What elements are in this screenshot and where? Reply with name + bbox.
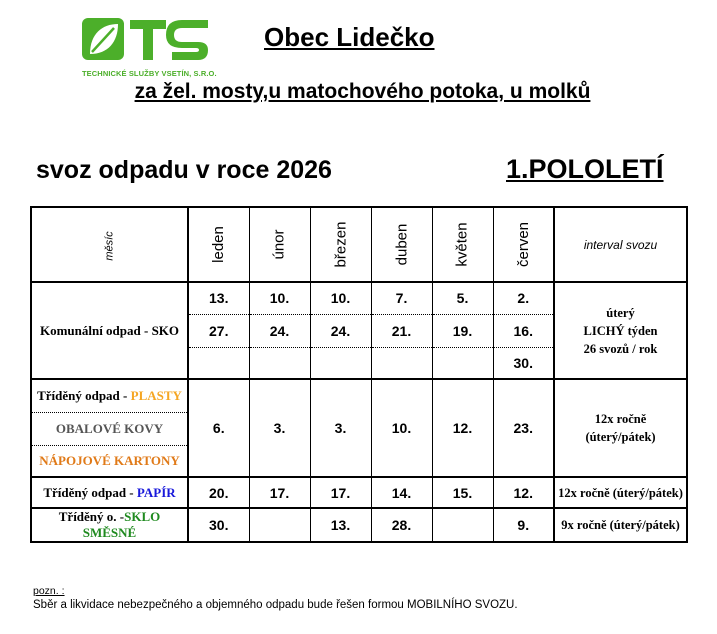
month-label: leden xyxy=(210,225,228,263)
month-header-cerven xyxy=(493,207,554,282)
plasty-label-colored: PLASTY xyxy=(130,387,182,403)
plasty-interval xyxy=(554,379,687,477)
sko-value: 10. xyxy=(310,282,371,314)
logo-graphic xyxy=(82,16,212,70)
sko-interval xyxy=(554,282,687,379)
sklo-value: 30. xyxy=(188,508,249,542)
sko-value: 24. xyxy=(249,314,310,347)
month-header-leden xyxy=(188,207,249,282)
plasty-value: 3. xyxy=(310,379,371,477)
table-header-row xyxy=(31,207,687,282)
papir-interval: 12x ročně (úterý/pátek) xyxy=(558,485,683,500)
sko-value: 19. xyxy=(432,314,493,347)
sko-interval-line: úterý xyxy=(606,305,635,320)
papir-value: 15. xyxy=(432,477,493,508)
month-header-duben xyxy=(371,207,432,282)
papir-value: 20. xyxy=(188,477,249,508)
sko-value: 5. xyxy=(432,282,493,314)
plasty-value: 23. xyxy=(493,379,554,477)
papir-label-prefix: Tříděný odpad - xyxy=(43,484,137,500)
plasty-value: 10. xyxy=(371,379,432,477)
sko-value: 16. xyxy=(493,314,554,347)
plasty-value: 12. xyxy=(432,379,493,477)
month-label: březen xyxy=(332,221,349,267)
sko-interval-line: LICHÝ týden xyxy=(583,323,658,338)
month-header-cell xyxy=(31,207,188,282)
sklo-label xyxy=(31,508,188,542)
sko-value: 10. xyxy=(249,282,310,314)
month-label: červen xyxy=(514,221,532,267)
papir-value: 17. xyxy=(310,477,371,508)
page-title: Obec Lidečko xyxy=(264,22,435,52)
month-header-unor xyxy=(249,207,310,282)
sko-value xyxy=(371,347,432,379)
plasty-value: 6. xyxy=(188,379,249,477)
sko-value xyxy=(188,347,249,379)
plasty-label xyxy=(31,379,188,412)
month-label: únor xyxy=(271,228,288,260)
month-column-label: měsíc xyxy=(103,230,116,261)
sko-value: 2. xyxy=(493,282,554,314)
month-header-kveten xyxy=(432,207,493,282)
interval-header: interval svozu xyxy=(554,207,687,282)
papir-label xyxy=(31,477,188,508)
month-header-brezen xyxy=(310,207,371,282)
logo-company-name: TECHNICKÉ SLUŽBY VSETÍN, S.R.O. xyxy=(82,69,217,78)
half-year-label: 1.POLOLETÍ xyxy=(506,154,664,184)
sko-label: Komunální odpad - SKO xyxy=(31,282,188,379)
sklo-value: 9. xyxy=(493,508,554,542)
sko-value: 30. xyxy=(493,347,554,379)
sko-value xyxy=(310,347,371,379)
note-label: pozn. : xyxy=(33,585,65,597)
sko-value: 7. xyxy=(371,282,432,314)
table-row xyxy=(31,379,687,412)
table-row xyxy=(31,477,687,508)
plasty-value: 3. xyxy=(249,379,310,477)
sklo-value xyxy=(432,508,493,542)
sko-value: 13. xyxy=(188,282,249,314)
kovy-label: OBALOVÉ KOVY xyxy=(31,412,188,445)
note-text: Sběr a likvidace nebezpečného a objemného odpadu bude řešen formou MOBILNÍHO SVOZU. xyxy=(33,599,518,611)
page-subtitle: za žel. mosty,u matochového potoka, u molků xyxy=(134,80,591,103)
sko-value: 21. xyxy=(371,314,432,347)
schedule-table xyxy=(30,206,688,543)
plasty-interval-line: (úterý/pátek) xyxy=(585,430,656,444)
sko-value xyxy=(249,347,310,379)
sklo-label-colored: SKLO SMĚSNÉ xyxy=(82,509,161,540)
month-label: duben xyxy=(393,223,410,265)
sklo-label-prefix: Tříděný o. - xyxy=(58,509,125,524)
sklo-value: 28. xyxy=(371,508,432,542)
papir-label-colored: PAPÍR xyxy=(136,484,176,500)
sko-value xyxy=(432,347,493,379)
table-row xyxy=(31,508,687,542)
sko-value: 24. xyxy=(310,314,371,347)
sko-interval-line: 26 svozů / rok xyxy=(583,341,658,356)
sklo-value: 13. xyxy=(310,508,371,542)
sklo-value xyxy=(249,508,310,542)
papir-value: 17. xyxy=(249,477,310,508)
kartony-label: NÁPOJOVÉ KARTONY xyxy=(31,445,188,477)
table-row xyxy=(31,282,687,314)
sko-value: 27. xyxy=(188,314,249,347)
papir-value: 14. xyxy=(371,477,432,508)
papir-value: 12. xyxy=(493,477,554,508)
month-label: květen xyxy=(453,221,471,267)
plasty-label-prefix: Tříděný odpad - xyxy=(37,387,131,403)
company-logo xyxy=(82,16,217,82)
sklo-interval: 9x ročně (úterý/pátek) xyxy=(561,518,680,532)
plasty-interval-line: 12x ročně xyxy=(594,412,647,426)
schedule-heading: svoz odpadu v roce 2026 xyxy=(36,156,332,184)
